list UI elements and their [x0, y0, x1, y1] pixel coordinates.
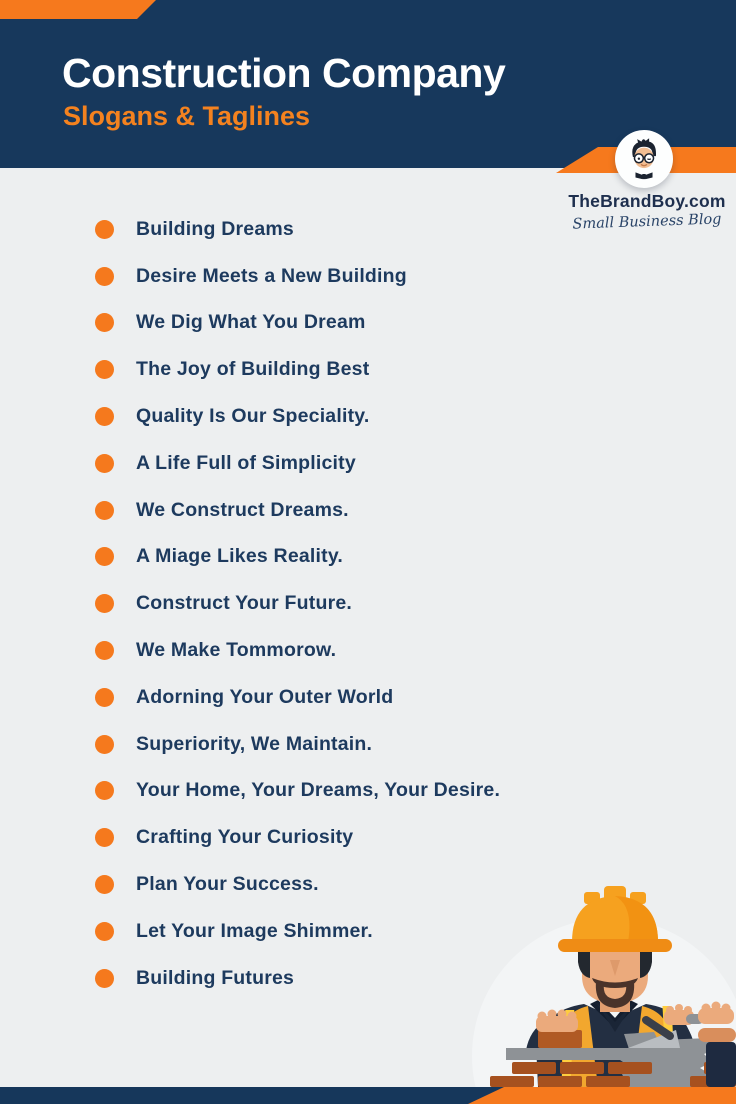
orange-dot-icon — [95, 969, 114, 988]
slogan-item — [95, 300, 500, 347]
orange-dot-icon — [95, 594, 114, 613]
orange-dot-icon — [95, 267, 114, 286]
slogan-text: Building Dreams — [136, 217, 294, 240]
brandboy-face-icon — [621, 134, 667, 185]
slogan-item — [95, 627, 500, 674]
slogan-text: Desire Meets a New Building — [136, 264, 407, 287]
slogan-item — [95, 534, 500, 581]
slogan-item — [95, 955, 500, 1002]
brand-name: TheBrandBoy.com — [568, 191, 726, 211]
slogan-item — [95, 393, 500, 440]
orange-dot-icon — [95, 781, 114, 800]
slogan-item — [95, 908, 500, 955]
slogan-item — [95, 253, 500, 300]
orange-dot-icon — [95, 735, 114, 754]
slogan-text: Quality Is Our Speciality. — [136, 405, 370, 428]
slogan-text: A Miage Likes Reality. — [136, 545, 344, 568]
slogan-item — [95, 814, 500, 861]
orange-dot-icon — [95, 547, 114, 566]
slogan-text: We Dig What You Dream — [136, 311, 366, 334]
slogan-text: The Joy of Building Best — [136, 358, 370, 381]
orange-dot-icon — [95, 360, 114, 379]
page-subtitle: Slogans & Taglines — [63, 101, 311, 131]
slogan-text: Construct Your Future. — [136, 592, 353, 615]
slogan-text: Crafting Your Curiosity — [136, 826, 354, 849]
orange-dot-icon — [95, 407, 114, 426]
brand-logo-badge — [615, 130, 673, 188]
brand-tagline: Small Business Blog — [572, 211, 722, 233]
slogan-item — [95, 487, 500, 534]
header-corner-accent — [0, 0, 156, 19]
page-title: Construction Company — [62, 50, 506, 96]
slogan-item — [95, 768, 500, 815]
slogan-item — [95, 674, 500, 721]
slogan-text: We Make Tommorow. — [136, 639, 337, 662]
slogan-text: We Construct Dreams. — [136, 498, 349, 521]
slogan-text: Building Futures — [136, 966, 295, 989]
slogan-item — [95, 721, 500, 768]
slogan-item — [95, 440, 500, 487]
slogan-text: Adorning Your Outer World — [136, 685, 394, 708]
construction-worker-illustration — [478, 882, 736, 1087]
slogan-item — [95, 346, 500, 393]
orange-dot-icon — [95, 688, 114, 707]
slogan-text: Your Home, Your Dreams, Your Desire. — [136, 779, 501, 802]
slogan-item — [95, 580, 500, 627]
orange-dot-icon — [95, 501, 114, 520]
orange-dot-icon — [95, 828, 114, 847]
orange-dot-icon — [95, 641, 114, 660]
slogan-text: A Life Full of Simplicity — [136, 451, 356, 474]
orange-dot-icon — [95, 454, 114, 473]
orange-dot-icon — [95, 922, 114, 941]
slogan-text: Let Your Image Shimmer. — [136, 919, 373, 942]
orange-dot-icon — [95, 875, 114, 894]
orange-dot-icon — [95, 313, 114, 332]
slogan-item — [95, 206, 500, 253]
orange-dot-icon — [95, 220, 114, 239]
slogan-item — [95, 861, 500, 908]
slogan-list — [95, 206, 500, 1002]
footer-orange-bar — [468, 1087, 736, 1104]
slogan-text: Superiority, We Maintain. — [136, 732, 373, 755]
slogan-text: Plan Your Success. — [136, 873, 319, 896]
